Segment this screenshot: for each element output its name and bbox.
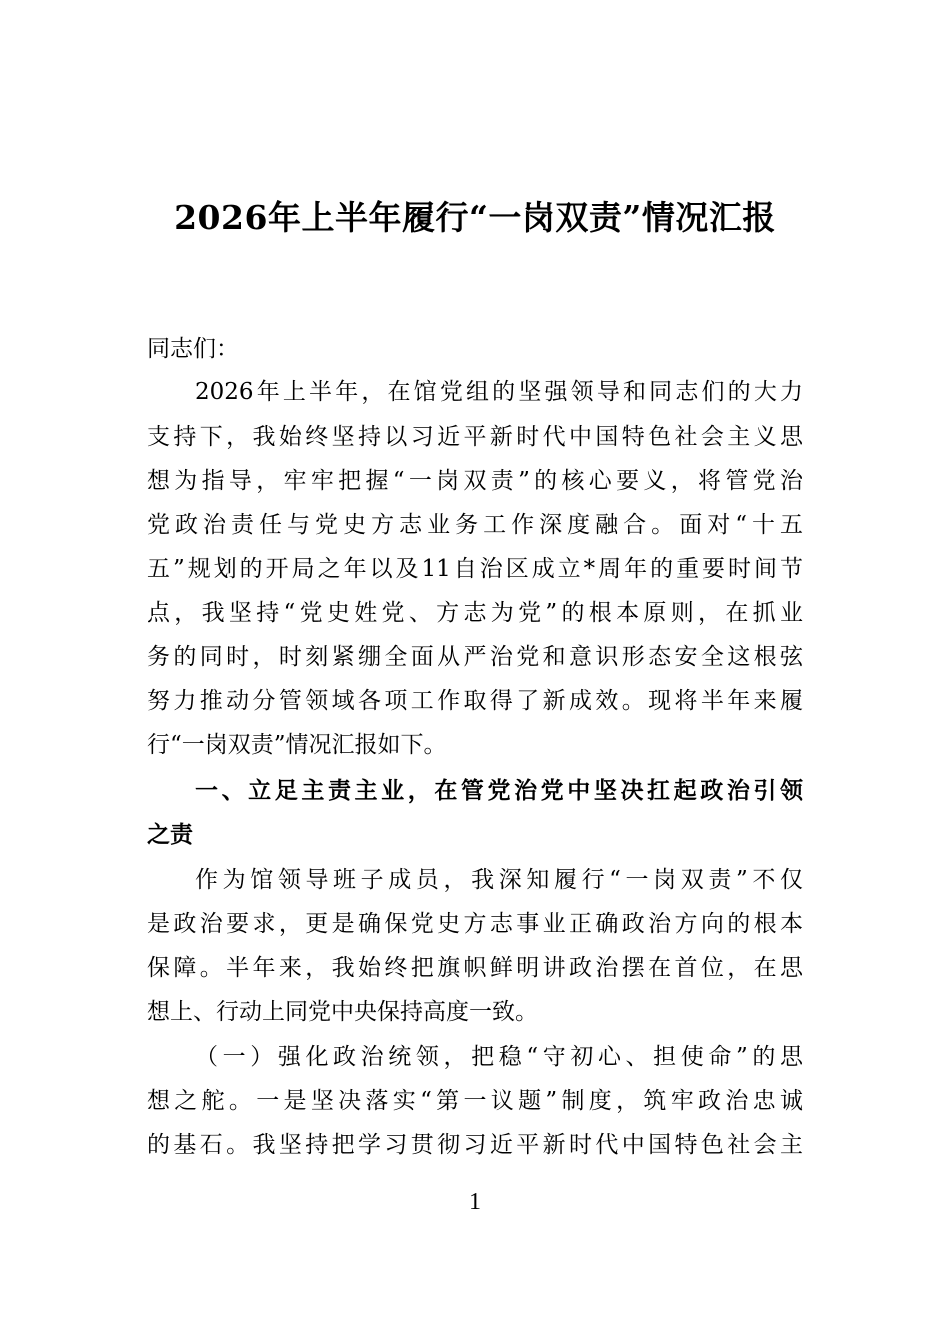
paragraph-line: 努力推动分管领域各项工作取得了新成效。现将半年来履 [147, 688, 803, 714]
paragraph-line: 行“一岗双责”情况汇报如下。 [147, 732, 447, 758]
paragraph-line: 五”规划的开局之年以及11自治区成立*周年的重要时间节 [147, 556, 803, 582]
paragraph-line: 作为馆领导班子成员，我深知履行“一岗双责”不仅 [195, 867, 803, 893]
paragraph-line: 点，我坚持“党史姓党、方志为党”的根本原则，在抓业 [147, 600, 803, 626]
section-heading: 一、立足主责主业，在管党治党中坚决扛起政治引领 [195, 778, 803, 804]
subsection-line: （一）强化政治统领，把稳“守初心、担使命”的思 [195, 1044, 803, 1070]
paragraph-line: 党政治责任与党史方志业务工作深度融合。面对“十五 [147, 512, 803, 538]
paragraph-line: 保障。半年来，我始终把旗帜鲜明讲政治摆在首位，在思 [147, 955, 803, 981]
paragraph-line: 的基石。我坚持把学习贯彻习近平新时代中国特色社会主 [147, 1132, 803, 1158]
section-heading: 之责 [147, 822, 193, 848]
salutation: 同志们： [147, 336, 239, 362]
paragraph-line: 想之舵。一是坚决落实“第一议题”制度，筑牢政治忠诚 [147, 1088, 803, 1114]
paragraph-line: 2026年上半年，在馆党组的坚强领导和同志们的大力 [195, 379, 803, 405]
paragraph-line: 想上、行动上同党中央保持高度一致。 [147, 999, 538, 1025]
paragraph-line: 支持下，我始终坚持以习近平新时代中国特色社会主义思 [147, 424, 803, 450]
paragraph-line: 务的同时，时刻紧绷全面从严治党和意识形态安全这根弦 [147, 644, 803, 670]
paragraph-line: 是政治要求，更是确保党史方志事业正确政治方向的根本 [147, 911, 803, 937]
document-title: 2026年上半年履行“一岗双责”情况汇报 [174, 198, 776, 237]
paragraph-line: 想为指导，牢牢把握“一岗双责”的核心要义，将管党治 [147, 468, 803, 494]
page-number: 1 [469, 1189, 481, 1215]
